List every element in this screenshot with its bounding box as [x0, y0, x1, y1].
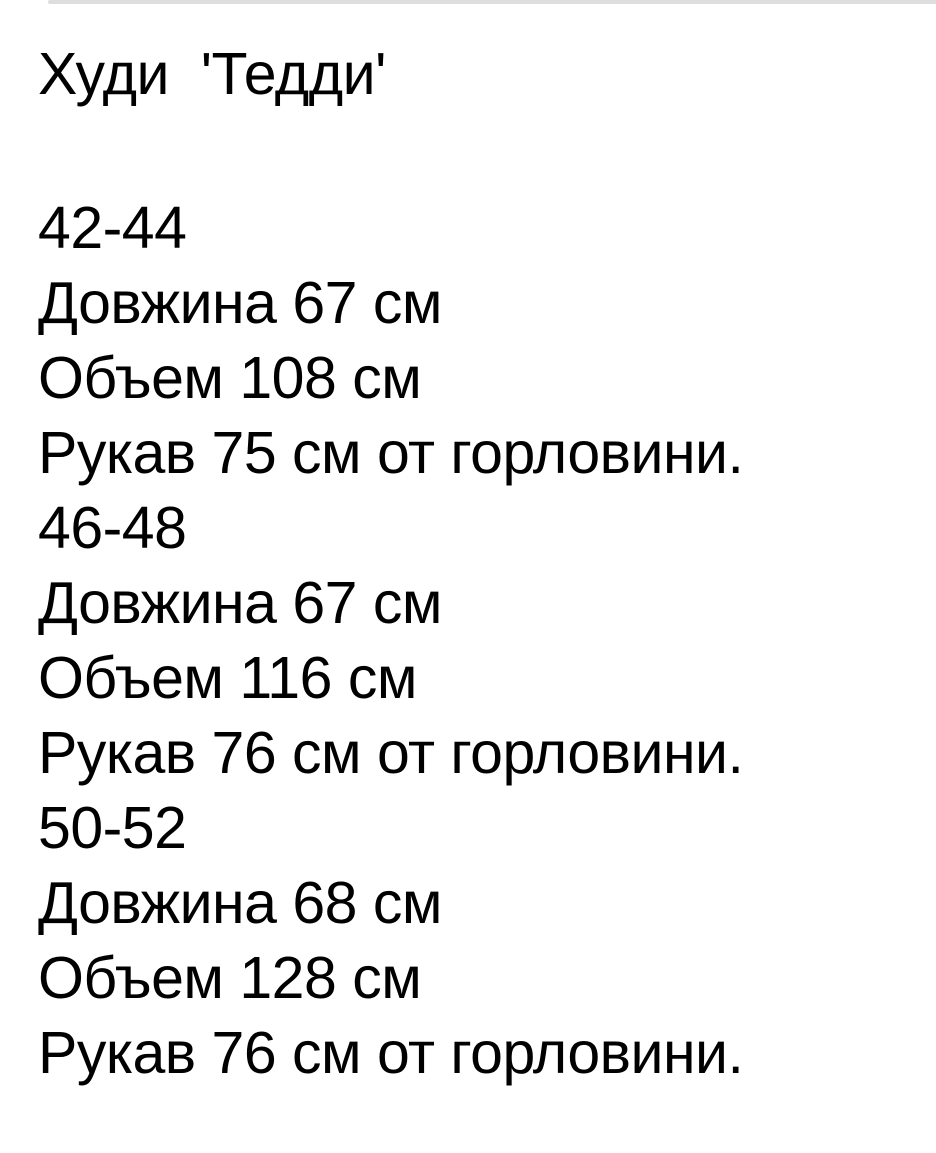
spec-line-volume: Объем 108 см — [38, 345, 422, 411]
spec-line-sleeve: Рукав 76 см от горловини. — [38, 720, 744, 786]
spec-line-sleeve: Рукав 76 см от горловини. — [38, 1020, 744, 1086]
size-range-label: 42-44 — [38, 195, 187, 261]
spec-line-sleeve: Рукав 75 см от горловини. — [38, 420, 744, 486]
top-divider — [48, 0, 936, 4]
spec-line-volume: Объем 116 см — [38, 645, 417, 711]
spec-line-length: Довжина 67 см — [38, 570, 442, 636]
size-range-label: 50-52 — [38, 795, 187, 861]
spec-line-length: Довжина 68 см — [38, 870, 442, 936]
size-range-label: 46-48 — [38, 495, 187, 561]
size-specs — [38, 191, 743, 1091]
spec-line-length: Довжина 67 см — [38, 270, 442, 336]
product-title: Худи 'Тедди' — [38, 41, 386, 107]
spec-line-volume: Объем 128 см — [38, 945, 422, 1011]
